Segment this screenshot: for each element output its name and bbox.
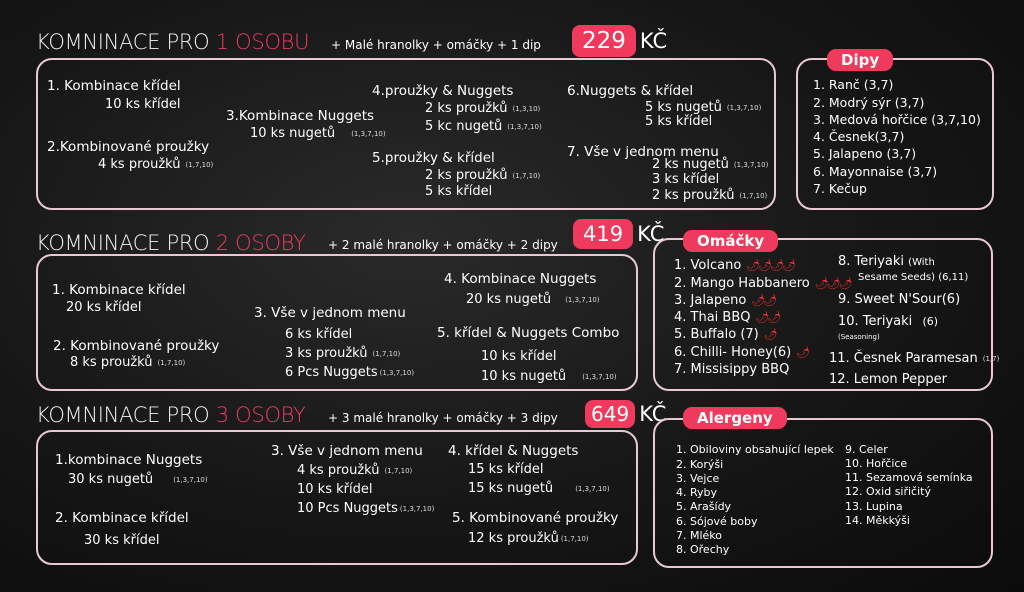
s1-item6-allergens: (1,3,7,10) (726, 103, 762, 112)
sauce-allergens: (1,7) (982, 354, 1000, 363)
s1-item2-detail (98, 157, 213, 172)
sauce-item (829, 351, 999, 366)
s3-item5: 5. Kombinované proužky (452, 510, 619, 526)
s2-item3-detail2 (285, 346, 400, 361)
s3-item2: 2. Kombinace křídel (55, 510, 189, 526)
section2-price (573, 219, 664, 249)
allergen-item: 7. Mléko (676, 529, 723, 542)
s3-item5-allergens: (1,7,10) (560, 534, 589, 543)
s1-item5: 5.proužky & křídel (372, 150, 495, 166)
sauce-item (838, 254, 935, 269)
allergen-item: 4. Ryby (676, 486, 718, 499)
allergen-item: 8. Ořechy (676, 543, 730, 556)
dip-item: 3. Medová hořčice (3,7,10) (813, 112, 981, 127)
s1-item4-allergens2: (1,3,7,10) (507, 122, 542, 131)
sauce-item (674, 310, 779, 325)
sauce-label: 3. Jalapeno (674, 293, 747, 308)
section3-title-text: KOMNINACE PRO (36, 403, 216, 427)
s3-item3-allergens1: (1,7,10) (384, 466, 413, 475)
section2-title-text: KOMNINACE PRO (36, 231, 216, 255)
s2-item4: 4. Kombinace Nuggets (444, 271, 597, 287)
s3-item3-allergens3: (1,3,7,10) (399, 504, 435, 513)
section1-price (572, 25, 667, 57)
sauce-item (838, 314, 938, 329)
section3-price (585, 400, 666, 428)
s1-item3-allergens: (1,3,7,10) (351, 129, 386, 138)
chili-icon: 🌶🌶 (755, 311, 780, 324)
s1-item7-detail2: 3 ks křídel (652, 172, 720, 187)
s2-item1-detail: 20 ks křídel (66, 300, 142, 315)
s1-item7-allergens1: (1,3,7,10) (733, 160, 769, 169)
allergen-item: 13. Lupina (845, 500, 903, 513)
allergen-item: 1. Obiloviny obsahující lepek (676, 443, 834, 456)
s3-item5-detail-text: 12 ks proužků (468, 531, 559, 546)
s2-item2: 2. Kombinované proužky (53, 338, 220, 354)
allergen-item: 5. Arašídy (676, 500, 732, 513)
section2-subtitle: + 2 malé hranolky + omáčky + 2 dipy (328, 238, 558, 252)
sauce-note: (Seasoning) (838, 333, 880, 341)
sauce-note: (With (908, 257, 935, 268)
omacky-title: Omáčky (683, 230, 778, 252)
sauce-label: 5. Buffalo (7) (674, 327, 759, 342)
s3-item1-allergens: (1,3,7,10) (173, 475, 208, 484)
sauce-item (674, 276, 851, 291)
s2-item5-detail1: 10 ks křídel (481, 349, 557, 364)
s2-item3-detail1: 6 ks křídel (285, 327, 353, 342)
s3-item4-detail1: 15 ks křídel (468, 462, 544, 477)
s2-item3-detail3 (285, 365, 414, 380)
s3-item1-detail-text: 30 ks nugetů (68, 472, 154, 487)
section3-persons: 3 OSOBY (215, 403, 306, 427)
allergen-item: 12. Oxid siřičitý (845, 485, 931, 498)
s1-item2: 2.Kombinované proužky (47, 139, 210, 155)
sauce-label: 10. Teriyaki (838, 314, 913, 329)
s3-item2-detail: 30 ks křídel (84, 533, 160, 548)
s1-item6-detail1 (645, 100, 761, 115)
s1-item5-detail1-text: 2 ks proužků (425, 168, 508, 183)
s1-item4-detail2 (425, 119, 542, 134)
s2-item5-detail2-text: 10 ks nugetů (481, 369, 567, 384)
sauce-item: 9. Sweet N'Sour(6) (838, 292, 961, 307)
section2-currency: KČ (637, 222, 665, 246)
s1-item3-detail (250, 126, 386, 141)
s1-item4-allergens1: (1,3,10) (512, 104, 541, 113)
s1-item7-detail1-text: 2 ks nugetů (652, 157, 729, 172)
s1-item2-detail-text: 4 ks proužků (98, 157, 181, 172)
section1-price-value: 229 (572, 25, 636, 57)
dipy-title: Dipy (827, 49, 893, 71)
s3-item5-detail (468, 531, 589, 546)
s1-item7-allergens3: (1,7,10) (739, 191, 768, 200)
sauce-item (674, 258, 794, 273)
s1-item5-detail2: 5 ks křídel (425, 184, 493, 199)
sauce-label: 2. Mango Habbanero (674, 276, 810, 291)
allergen-item: 9. Celer (845, 443, 888, 456)
s1-item4-detail2-text: 5 kc nugetů (425, 119, 503, 134)
chili-icon: 🌶🌶🌶 (814, 277, 851, 290)
chili-icon: 🌶🌶🌶🌶 (746, 259, 795, 272)
alergeny-title: Alergeny (683, 407, 787, 429)
sauce-note: Sesame Seeds) (6,11) (858, 272, 969, 283)
section2-persons: 2 OSOBY (215, 231, 306, 255)
dip-item: 5. Jalapeno (3,7) (813, 146, 917, 161)
s3-item3-detail2: 10 ks křídel (297, 482, 373, 497)
sauce-label: 1. Volcano (674, 258, 742, 273)
s3-item4-detail2-text: 15 ks nugetů (468, 481, 554, 496)
s2-item3-allergens2: (1,7,10) (372, 349, 401, 358)
s2-item4-detail (466, 292, 600, 307)
s2-item2-detail (70, 355, 185, 370)
s1-item6: 6.Nuggets & křídel (567, 83, 694, 99)
s1-item3-detail-text: 10 ks nugetů (250, 126, 336, 141)
s2-item4-detail-text: 20 ks nugetů (466, 292, 552, 307)
dip-item: 2. Modrý sýr (3,7) (813, 95, 925, 110)
s3-item3-detail3 (297, 501, 434, 516)
sauce-item (674, 345, 808, 360)
s3-item3-detail1 (297, 463, 412, 478)
s2-item3: 3. Vše v jednom menu (254, 305, 406, 321)
s1-item1: 1. Kombinace křídel (47, 78, 181, 94)
chili-icon: 🌶 (763, 328, 776, 341)
s1-item4-detail1 (425, 101, 540, 116)
allergen-item: 11. Sezamová semínka (845, 471, 973, 484)
section3-currency: KČ (639, 402, 667, 426)
s2-item3-detail2-text: 3 ks proužků (285, 346, 368, 361)
allergen-item: 14. Měkkýši (845, 514, 910, 527)
sauce-item: 12. Lemon Pepper (829, 372, 948, 387)
s1-item4-detail1-text: 2 ks proužků (425, 101, 508, 116)
sauce-item (674, 293, 775, 308)
s2-item2-detail-text: 8 ks proužků (70, 355, 153, 370)
sauce-item (674, 327, 776, 342)
chili-icon: 🌶 (796, 346, 809, 359)
s3-item3-detail1-text: 4 ks proužků (297, 463, 380, 478)
dip-item: 6. Mayonnaise (3,7) (813, 164, 938, 179)
dip-item: 4. Česnek(3,7) (813, 129, 905, 144)
section1-persons: 1 OSOBU (215, 30, 310, 54)
sauce-note: (6) (922, 315, 939, 328)
s3-item3: 3. Vše v jednom menu (271, 443, 423, 459)
dip-item: 7. Kečup (813, 181, 867, 196)
s1-item6-detail2: 5 ks křídel (645, 114, 713, 129)
s1-item2-allergens: (1,7,10) (185, 160, 214, 169)
s1-item1-detail: 10 ks křídel (105, 97, 181, 112)
section3-price-value: 649 (585, 400, 635, 428)
s1-item7-detail3 (652, 188, 767, 203)
section1-title-text: KOMNINACE PRO (36, 30, 216, 54)
s1-item7-detail1 (652, 157, 768, 172)
section1-subtitle: + Malé hranolky + omáčky + 1 dip (331, 38, 541, 52)
section2-title (36, 231, 306, 255)
s3-item3-detail3-text: 10 Pcs Nuggets (297, 501, 398, 516)
s2-item5-detail2 (481, 369, 617, 384)
section2-price-value: 419 (573, 219, 633, 249)
s3-item1: 1.kombinace Nuggets (55, 452, 203, 468)
s2-item5: 5. křídel & Nuggets Combo (437, 325, 620, 341)
allergen-item: 2. Korýši (676, 458, 724, 471)
s2-item4-allergens: (1,3,7,10) (565, 295, 600, 304)
s1-item7-detail3-text: 2 ks proužků (652, 188, 735, 203)
allergen-item: 10. Hořčice (845, 457, 908, 470)
s1-item6-detail1-text: 5 ks nugetů (645, 100, 722, 115)
s1-item5-detail1 (425, 168, 540, 183)
sauce-label: 6. Chilli- Honey(6) (674, 345, 792, 360)
section3-subtitle: + 3 malé hranolky + omáčky + 3 dipy (328, 411, 558, 425)
s2-item3-allergens3: (1,3,7,10) (379, 368, 415, 377)
s3-item4: 4. křídel & Nuggets (448, 443, 579, 459)
s1-item5-allergens: (1,7,10) (512, 171, 541, 180)
sauce-label: 4. Thai BBQ (674, 310, 751, 325)
section1-title (36, 30, 309, 54)
sauce-item: 7. Missisippy BBQ (674, 362, 790, 377)
s2-item2-allergens: (1,7,10) (157, 358, 186, 367)
s1-item3: 3.Kombinace Nuggets (226, 108, 375, 124)
section3-title (36, 403, 306, 427)
sauce-label: 11. Česnek Paramesan (829, 351, 978, 366)
s1-item4: 4.proužky & Nuggets (372, 83, 514, 99)
allergen-item: 3. Vejce (676, 472, 720, 485)
s2-item1: 1. Kombinace křídel (52, 282, 186, 298)
s2-item5-allergens: (1,3,7,10) (582, 372, 617, 381)
s3-item4-detail2 (468, 481, 610, 496)
dip-item: 1. Ranč (3,7) (813, 77, 894, 92)
s3-item1-detail (68, 472, 208, 487)
s2-item3-detail3-text: 6 Pcs Nuggets (285, 365, 378, 380)
s3-item4-allergens2: (1,3,7,10) (575, 484, 610, 493)
allergen-item: 6. Sójové boby (676, 515, 758, 528)
chili-icon: 🌶🌶 (751, 294, 776, 307)
section1-currency: KČ (639, 29, 668, 53)
s1-item7: 7. Vše v jednom menu (567, 144, 719, 160)
sauce-label: 8. Teriyaki (838, 254, 905, 269)
